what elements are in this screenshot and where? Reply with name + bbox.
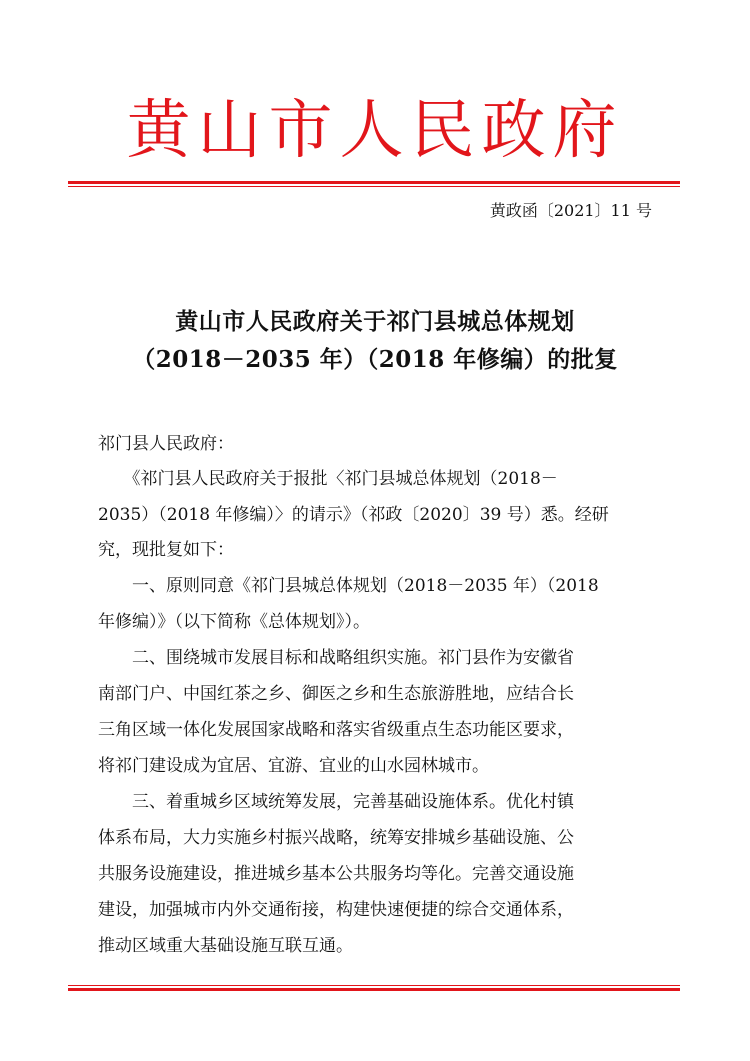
body-line: 共服务设施建设，推进城乡基本公共服务均等化。完善交通设施 (98, 864, 574, 884)
body-line: 建设，加强城市内外交通衔接，构建快速便捷的综合交通体系， (98, 900, 574, 920)
masthead-rule-thick (68, 181, 680, 184)
document-number: 黄政函〔2021〕11 号 (489, 201, 652, 220)
body-line: 2035）（2018 年修编）〉的请示》（祁政〔2020〕39 号）悉。经研 (98, 505, 609, 525)
body-line: 南部门户、中国红茶之乡、御医之乡和生态旅游胜地，应结合长 (98, 684, 574, 704)
body-line: 三角区域一体化发展国家战略和落实省级重点生态功能区要求， (98, 720, 574, 740)
body-line: 二、围绕城市发展目标和战略组织实施。祁门县作为安徽省 (98, 648, 574, 668)
masthead-title: 黄山市人民政府 (126, 94, 624, 168)
body-line: 究，现批复如下： (98, 540, 234, 560)
document-title-line-2: （2018－2035 年）（2018 年修编）的批复 (132, 346, 618, 373)
body-line: 一、原则同意《祁门县城总体规划（2018－2035 年）（2018 (98, 576, 599, 596)
document-title-line-1: 黄山市人民政府关于祁门县城总体规划 (175, 308, 575, 335)
masthead-rule-thin (68, 186, 680, 187)
body-line: 体系布局，大力实施乡村振兴战略，统筹安排城乡基础设施、公 (98, 828, 574, 848)
footer-rule-thin (68, 985, 680, 986)
body-line: 推动区域重大基础设施互联互通。 (98, 936, 353, 956)
salutation: 祁门县人民政府： (98, 434, 234, 454)
footer-rule-thick (68, 988, 680, 991)
body-line: 将祁门建设成为宜居、宜游、宜业的山水园林城市。 (98, 756, 489, 776)
body-line: 《祁门县人民政府关于报批〈祁门县城总体规划（2018－ (98, 469, 558, 489)
body-line: 年修编）》（以下简称《总体规划》）。 (98, 612, 370, 632)
body-line: 三、着重城乡区域统筹发展，完善基础设施体系。优化村镇 (98, 792, 574, 812)
